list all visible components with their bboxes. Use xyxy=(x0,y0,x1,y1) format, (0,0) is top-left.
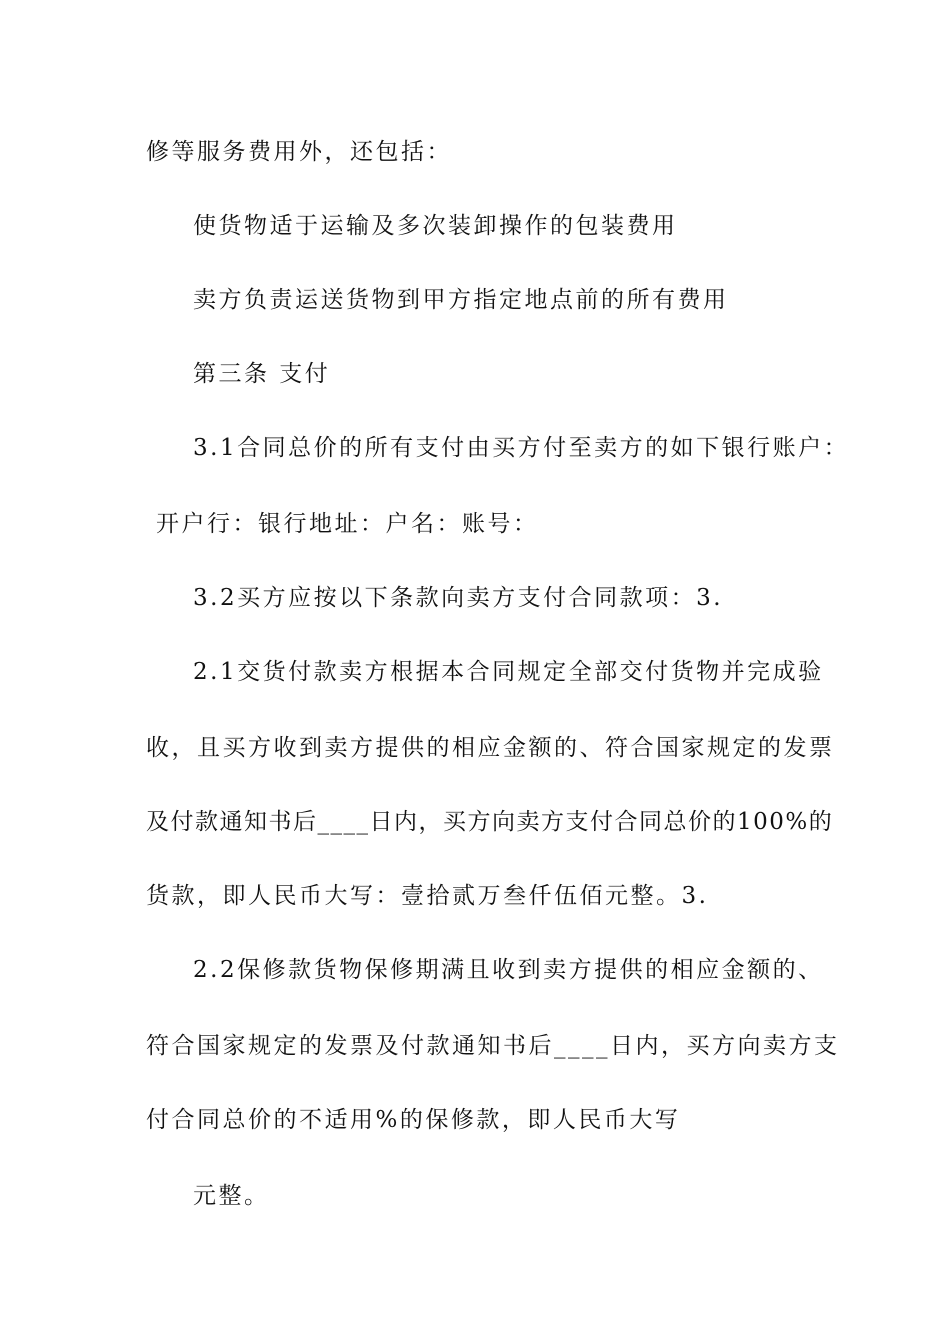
text-line-1: 修等服务费用外，还包括： xyxy=(146,139,452,165)
text-line-8: 2.1交货付款卖方根据本合同规定全部交付货物并完成验 xyxy=(193,659,824,685)
text-line-6: 开户行：银行地址：户名：账号： xyxy=(156,511,539,537)
text-line-10: 及付款通知书后____日内，买方向卖方支付合同总价的100%的 xyxy=(146,809,834,835)
text-line-14: 付合同总价的不适用%的保修款，即人民币大写 xyxy=(146,1107,681,1133)
text-line-5: 3.1合同总价的所有支付由买方付至卖方的如下银行账户： xyxy=(193,435,850,461)
text-line-7: 3.2买方应按以下条款向卖方支付合同款项：3. xyxy=(193,585,724,611)
text-line-9: 收，且买方收到卖方提供的相应金额的、符合国家规定的发票 xyxy=(146,735,835,761)
section-heading: 第三条 支付 xyxy=(193,361,331,387)
text-line-3: 卖方负责运送货物到甲方指定地点前的所有费用 xyxy=(193,287,729,313)
text-line-2: 使货物适于运输及多次装卸操作的包装费用 xyxy=(193,213,678,239)
text-line-13: 符合国家规定的发票及付款通知书后____日内，买方向卖方支 xyxy=(146,1033,840,1059)
text-line-15: 元整。 xyxy=(193,1183,270,1209)
text-line-11: 货款，即人民币大写：壹拾贰万叁仟伍佰元整。3. xyxy=(146,883,709,909)
text-line-12: 2.2保修款货物保修期满且收到卖方提供的相应金额的、 xyxy=(193,957,824,983)
